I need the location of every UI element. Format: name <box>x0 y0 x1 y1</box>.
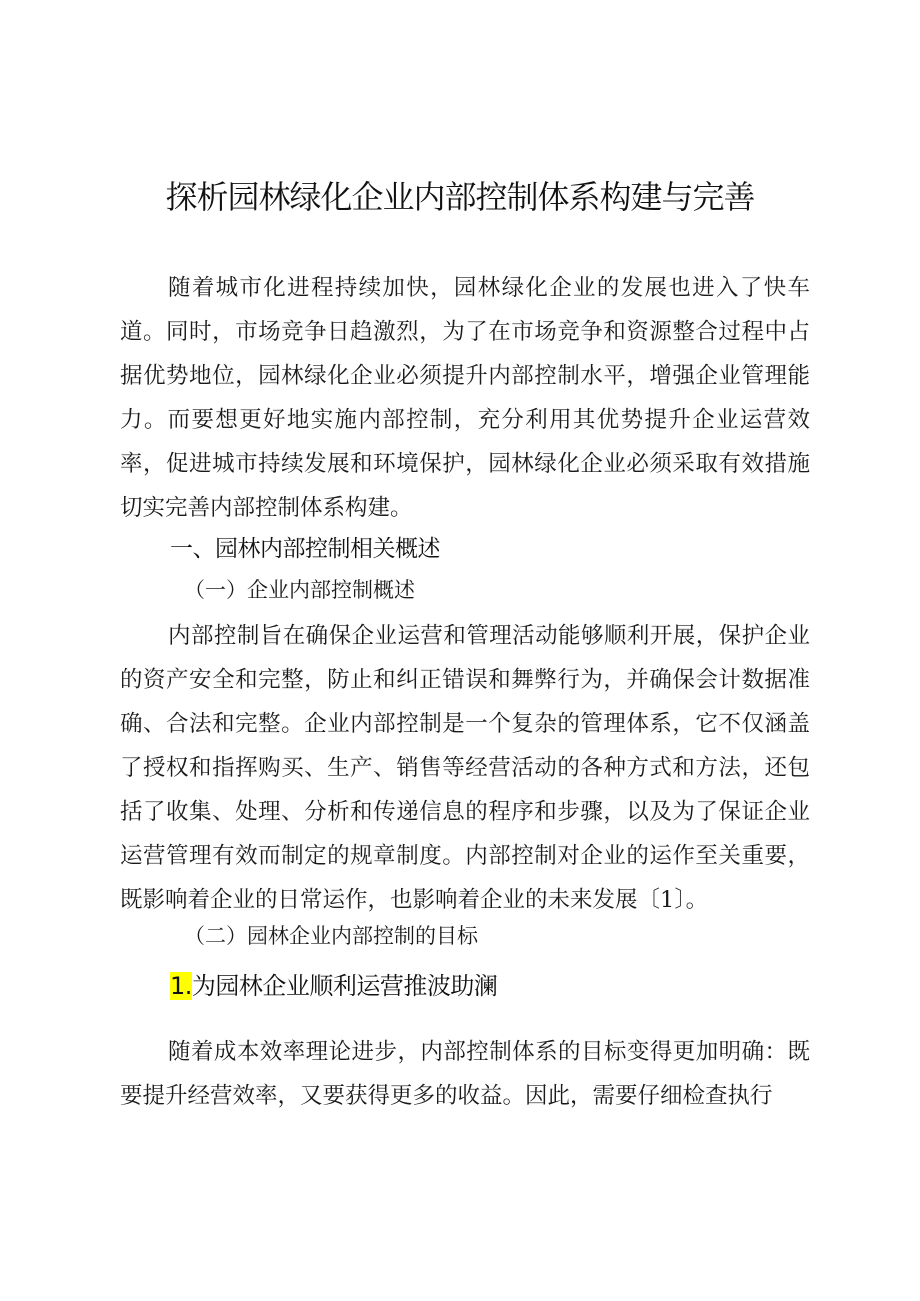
subsection-1-paragraph: 内部控制旨在确保企业运营和管理活动能够顺利开展，保护企业的资产安全和完整，防止和纠正错误和舞弊行为，并确保会计数据准确、合法和完整。企业内部控制是一个复杂的管理体系，它不仅涵盖了授权和指挥购买、生产、销售等经营活动的各种方式和方法，还包括了收集、处理、分析和传递信息的程序和步骤，以及为了保证企业运营管理有效而制定的规章制度。内部控制对企业的运作至关重要，既影响着企业的日常运作，也影响着企业的未来发展〔1〕。 <box>120 623 810 913</box>
point-heading-text: 为园林企业顺利运营推波助澜 <box>191 972 498 1000</box>
point-heading <box>170 966 497 1001</box>
document-title: 探析园林绿化企业内部控制体系构建与完善 <box>165 178 755 216</box>
subsection-heading-1: （一）企业内部控制概述 <box>184 578 415 602</box>
highlighted-point-number: 1. <box>170 972 192 1000</box>
subsection-2-paragraph: 随着成本效率理论进步，内部控制体系的目标变得更加明确：既要提升经营效率，又要获得更多的收益。因此，需要仔细检查执行 <box>120 1039 810 1109</box>
subsection-heading-2: （二）园林企业内部控制的目标 <box>184 924 478 948</box>
section-heading: 一、园林内部控制相关概述 <box>170 536 440 562</box>
intro-paragraph: 随着城市化进程持续加快，园林绿化企业的发展也进入了快车道。同时，市场竞争日趋激烈，为了在市场竞争和资源整合过程中占据优势地位，园林绿化企业必须提升内部控制水平，增强企业管理能力。而要想更好地实施内部控制，充分利用其优势提升企业运营效率，促进城市持续发展和环境保护，园林绿化企业必须采取有效措施切实完善内部控制体系构建。 <box>120 275 810 521</box>
